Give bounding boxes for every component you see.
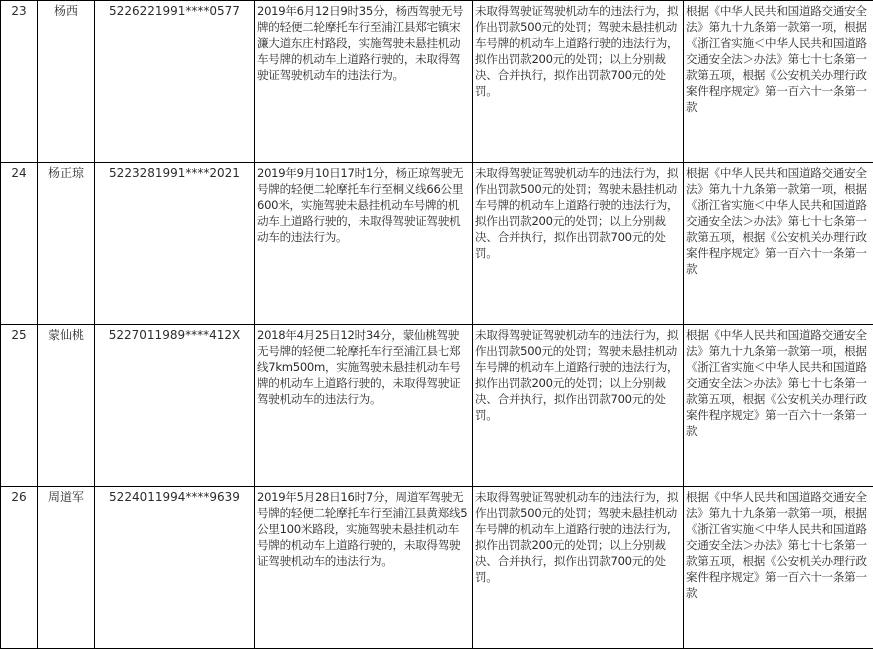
- id-number: 5224011994****9639: [95, 487, 255, 649]
- person-name: 周道军: [38, 487, 95, 649]
- table-row: [1, 1, 873, 163]
- table-row: [1, 487, 873, 649]
- person-name: 杨正琼: [38, 163, 95, 325]
- violation-facts: 2018年4月25日12时34分，蒙仙桃驾驶无号牌的轻便二轮摩托车行至浦江县七郑线7km500m，实施驾驶未悬挂机动车号牌的机动车上道路行驶的，未取得驾驶证驾驶机动车的违法行为。: [255, 325, 473, 487]
- row-index: 26: [1, 487, 38, 649]
- violation-facts: 2019年9月10日17时1分，杨正琼驾驶无号牌的轻便二轮摩托车行至桐义线66公里600米，实施驾驶未悬挂机动车号牌的机动车上道路行驶的，未取得驾驶证驾驶机动车的违法行为。: [255, 163, 473, 325]
- legal-basis: 根据《中华人民共和国道路交通安全法》第九十九条第一款第一项，根据《浙江省实施＜中华人民共和国道路交通安全法＞办法》第七十七条第一款第五项，根据《公安机关办理行政案件程序规定》第一百六十一条第一款: [684, 325, 873, 487]
- row-index: 25: [1, 325, 38, 487]
- penalty-decision: 未取得驾驶证驾驶机动车的违法行为，拟作出罚款500元的处罚；驾驶未悬挂机动车号牌的机动车上道路行驶的违法行为,拟作出罚款200元的处罚；以上分别裁决、合并执行，拟作出罚款700元的处罚。: [473, 487, 684, 649]
- legal-basis: 根据《中华人民共和国道路交通安全法》第九十九条第一款第一项，根据《浙江省实施＜中华人民共和国道路交通安全法＞办法》第七十七条第一款第五项，根据《公安机关办理行政案件程序规定》第一百六十一条第一款: [684, 163, 873, 325]
- id-number: 5226221991****0577: [95, 1, 255, 163]
- penalty-decision: 未取得驾驶证驾驶机动车的违法行为，拟作出罚款500元的处罚；驾驶未悬挂机动车号牌的机动车上道路行驶的违法行为，拟作出罚款200元的处罚；以上分别裁决、合并执行，拟作出罚款700元的处罚。: [473, 1, 684, 163]
- id-number: 5227011989****412X: [95, 325, 255, 487]
- violation-facts: 2019年6月12日9时35分，杨西驾驶无号牌的轻便二轮摩托车行至浦江县郑宅镇宋濂大道东庄村路段，实施驾驶未悬挂机动车号牌的机动车上道路行驶的，未取得驾驶证驾驶机动车的违法行为。: [255, 1, 473, 163]
- person-name: 蒙仙桃: [38, 325, 95, 487]
- legal-basis: 根据《中华人民共和国道路交通安全法》第九十九条第一款第一项，根据《浙江省实施＜中华人民共和国道路交通安全法＞办法》第七十七条第一款第五项，根据《公安机关办理行政案件程序规定》第一百六十一条第一款: [684, 1, 873, 163]
- penalty-decision: 未取得驾驶证驾驶机动车的违法行为，拟作出罚款500元的处罚；驾驶未悬挂机动车号牌的机动车上道路行驶的违法行为，拟作出罚款200元的处罚；以上分别裁决、合并执行，拟作出罚款700元的处罚。: [473, 163, 684, 325]
- table-row: [1, 325, 873, 487]
- person-name: 杨西: [38, 1, 95, 163]
- row-index: 23: [1, 1, 38, 163]
- id-number: 5223281991****2021: [95, 163, 255, 325]
- penalty-decision: 未取得驾驶证驾驶机动车的违法行为，拟作出罚款500元的处罚；驾驶未悬挂机动车号牌的机动车上道路行驶的违法行为，拟作出罚款200元的处罚；以上分别裁决、合并执行，拟作出罚款700元的处罚。: [473, 325, 684, 487]
- table-row: [1, 163, 873, 325]
- legal-basis: 根据《中华人民共和国道路交通安全法》第九十九条第一款第一项，根据《浙江省实施＜中华人民共和国道路交通安全法＞办法》第七十七条第一款第五项，根据《公安机关办理行政案件程序规定》第一百六十一条第一款: [684, 487, 873, 649]
- row-index: 24: [1, 163, 38, 325]
- violation-facts: 2019年5月28日16时7分，周道军驾驶无号牌的轻便二轮摩托车行至浦江县黄郑线5公里100米路段，实施驾驶未悬挂机动车号牌的机动车上道路行驶的，未取得驾驶证驾驶机动车的违法行为。: [255, 487, 473, 649]
